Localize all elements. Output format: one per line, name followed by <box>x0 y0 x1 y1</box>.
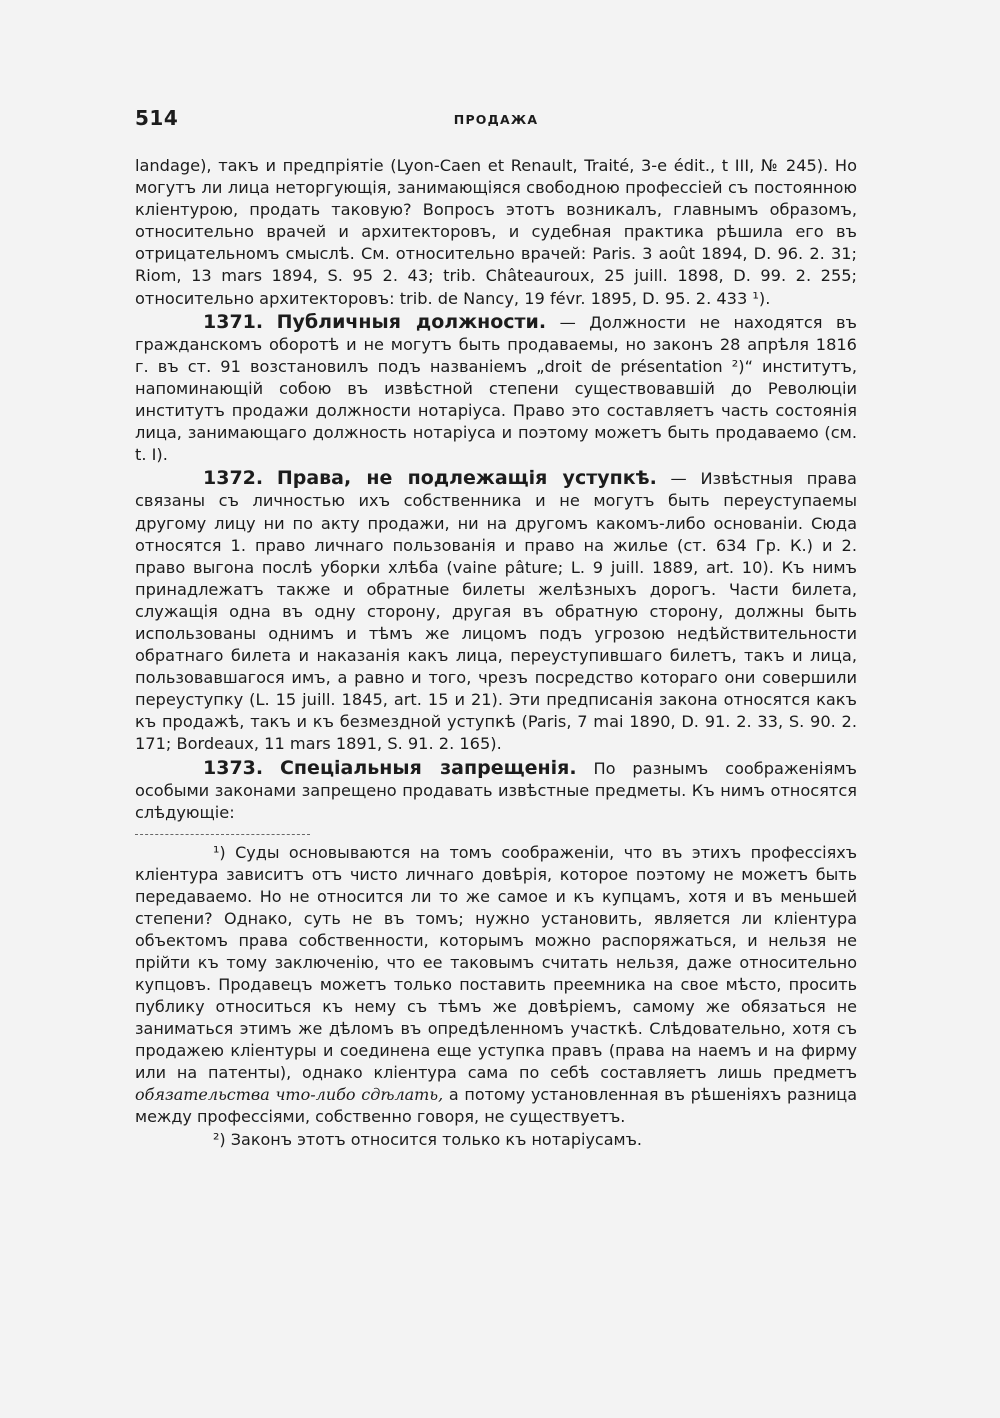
section-text: По разнымъ соображеніямъ особыми законами запрещено продавать извѣстные предметы. Къ нимъ относятся слѣдующіе: <box>135 758 857 822</box>
section-title: Права, не подлежащія уступкѣ. <box>276 467 657 490</box>
footnote-text: Законъ этотъ относится только къ нотаріусамъ. <box>230 1129 642 1149</box>
paragraph-continuation <box>135 155 857 310</box>
footnote-mark: ²) <box>213 1129 226 1149</box>
section-1372 <box>135 467 857 755</box>
section-number: 1371. <box>203 310 264 333</box>
page-number: 514 <box>135 106 179 130</box>
section-title: Публичныя должности. <box>276 310 547 333</box>
section-1371 <box>135 311 857 467</box>
footnote-text: Суды основываются на томъ соображеніи, что въ этихъ профессіяхъ кліентура зависитъ отъ чисто личнаго довѣрія, которое поэтому не можетъ быть передаваемо. Но не относится ли то же самое и къ купцамъ, хотя и въ меньшей степени? Однако, суть не въ томъ; нужно установить, является ли кліентура объектомъ права собственности, которымъ можно распоряжаться, и нельзя не прійти къ тому заключенію, что ее таковымъ считать нельзя, даже относительно купцовъ. Продавецъ можетъ только поставить преемника на свое мѣсто, просить публику относиться къ нему съ тѣмъ же довѣріемъ, самому же обязаться не заниматься этимъ же дѣломъ въ опредѣленномъ участкѣ. Слѣдовательно, хотя съ продажею кліентуры и соединена еще уступка правъ (права на наемъ и на фирму или на патенты), однако кліентура сама по себѣ составляетъ лишь предметъ <box>135 842 858 1082</box>
section-number: 1372. <box>203 467 264 490</box>
section-number: 1373. <box>203 756 264 779</box>
section-text: — Должности не находятся въ гражданскомъ оборотѣ и не могутъ быть продаваемы, но законъ 28 апрѣля 1816 г. въ ст. 91 возстановилъ подъ названіемъ „droit de présentation <box>135 312 857 376</box>
footnote-emphasis: обязательства что-либо сдѣлать, <box>135 1084 444 1104</box>
footnote-2 <box>135 1129 857 1151</box>
footnote-ref-2: ²) <box>731 356 745 376</box>
footnote-ref-1: ¹). <box>752 288 771 308</box>
page-header <box>135 106 857 136</box>
section-title: Спеціальныя запрещенія. <box>279 756 577 779</box>
footnote-1 <box>135 842 857 1128</box>
section-text-cont: “ институтъ, напоминающій собою въ извѣстной степени существовавшій до Революціи институтъ продажи должности нотаріуса. Право это составляетъ часть состоянія лица, занимающаго должность нотаріуса и поэтому можетъ быть продаваемо (см. t. I). <box>135 356 858 465</box>
paragraph-text: landage), такъ и предпріятіе (Lyon-Caen et Renault, Traité, 3-e édit., t III, № 245). Но могутъ ли лица неторгующія, занимающіяся свободною профессіей съ постоянною кліентурою, продать таковую? Вопросъ этотъ возникалъ, главнымъ образомъ, относительно врачей и архитекторовъ, и судебная практика рѣшила его въ отрицательномъ смыслѣ. См. относительно врачей: Paris. 3 août 1894, D. 96. 2. 31; Riom, 13 mars 1894, S. 95 2. 43; trib. Châteauroux, 25 juill. 1898, D. 99. 2. 255; относительно архитекторовъ: trib. de Nancy, 19 févr. 1895, D. 95. 2. 433 <box>135 156 857 308</box>
footnote-mark: ¹) <box>213 842 226 862</box>
section-text: — Извѣстныя права связаны съ личностью ихъ собственника и не могутъ быть переуступаемы другому лицу ни по акту продажи, ни на другомъ какомъ-либо основаніи. Сюда относятся 1. право личнаго пользованія и право на жилье (ст. 634 Гр. К.) и 2. право выгона послѣ уборки хлѣба (vaine pâture; L. 9 juill. 1889, art. 10). Къ нимъ принадлежатъ также и обратные билеты желѣзныхъ дорогъ. Части билета, служащія одна въ одну сторону, другая въ обратную сторону, должны быть использованы однимъ и тѣмъ же лицомъ подъ угрозою недѣйствительности обратнаго билета и наказанія какъ лица, переуступившаго билетъ, такъ и лица, пользовавшагося имъ, а равно и того, чрезъ посредство котораго они совершили переуступку (L. 15 juill. 1845, art. 15 и 21). Эти предписанія закона относятся какъ къ продажѣ, такъ и къ безмездной уступкѣ (Paris, 7 mai 1890, D. 91. 2. 33, S. 90. 2. 171; Bordeaux, 11 mars 1891, S. 91. 2. 165). <box>135 469 857 754</box>
footnote-text-cont: а потому установленная въ рѣшеніяхъ разница между профессіями, собственно говоря, не существуетъ. <box>135 1084 858 1126</box>
section-1373 <box>135 757 857 824</box>
page-body <box>135 155 857 1151</box>
footnote-divider <box>135 834 310 836</box>
running-title: ПРОДАЖА <box>453 112 539 127</box>
